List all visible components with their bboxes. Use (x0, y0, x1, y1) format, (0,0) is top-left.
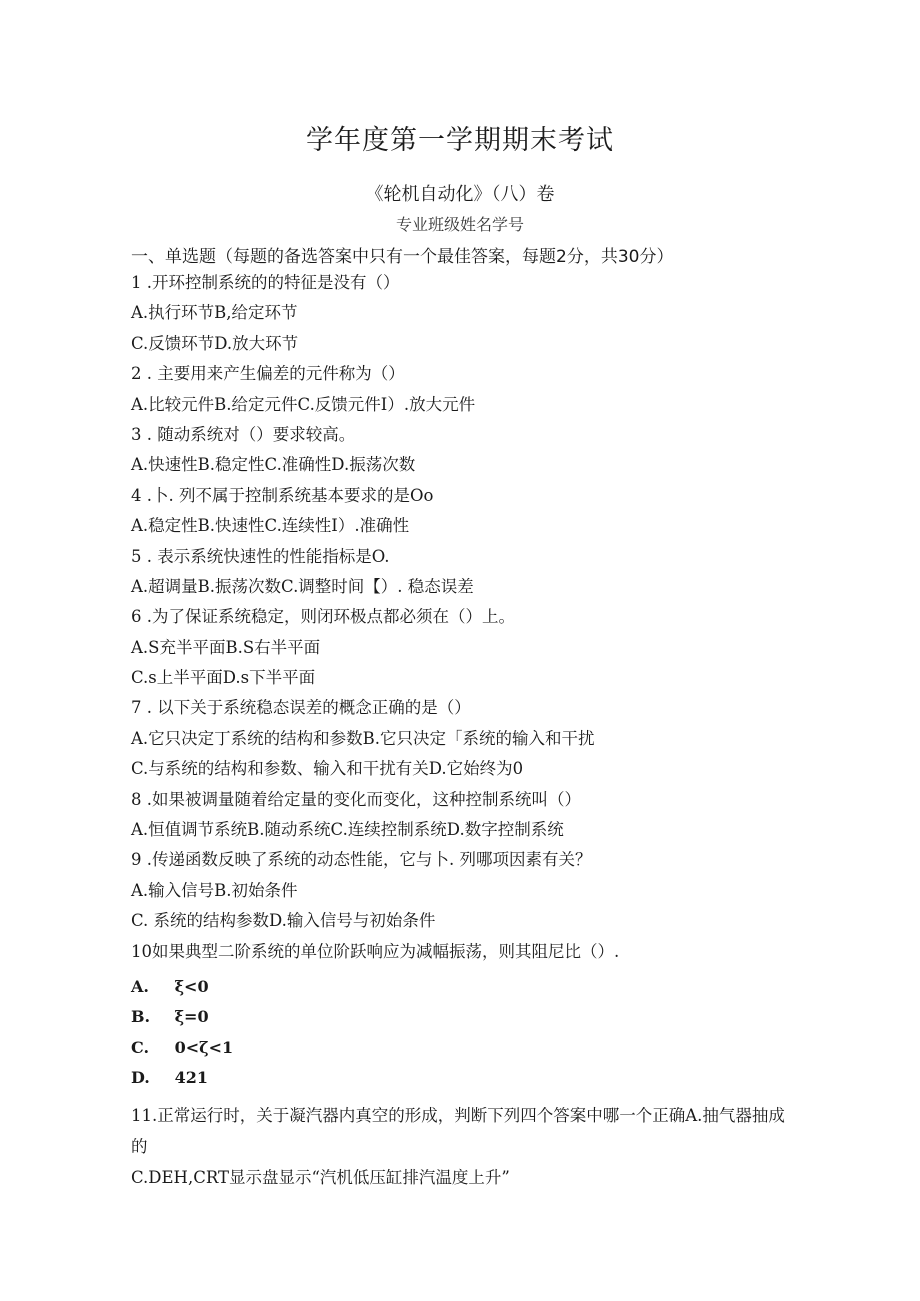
question-line: 10如果典型二阶系统的单位阶跃响应为减幅振荡，则其阻尼比（）. (131, 941, 620, 961)
answer-line: A.比较元件B.给定元件C.反馈元件I）.放大元件 (131, 394, 476, 414)
option-row (131, 972, 233, 1002)
question-line: 4 .卜. 列不属于控制系统基本要求的是Oo (131, 485, 434, 505)
question-11: 11.正常运行时，关于凝汽器内真空的形成，判断下列四个答案中哪一个正确A.抽气器抽成的 (131, 1106, 785, 1156)
option-letter: A. (131, 977, 149, 996)
answer-line: C. 系统的结构参数D.输入信号与初始条件 (131, 911, 436, 931)
question-line: 2 . 主要用来产生偏差的元件称为（） (131, 364, 405, 384)
answer-line: A.输入信号B.初始条件 (131, 880, 298, 900)
option-text: ξ=0 (174, 1007, 209, 1027)
answer-line: A.S充半平面B.S右半平面 (131, 637, 321, 657)
question-11-option-c: C.DEH,CRT显示盘显示“汽机低压缸排汽温度上升” (131, 1168, 510, 1187)
answer-line: A.超调量B.振荡次数C.调整时间【）. 稳态误差 (131, 576, 474, 596)
answer-line: A.快速性B.稳定性C.准确性D.振荡次数 (131, 455, 416, 475)
question-line: 3 . 随动系统对（）要求较高。 (131, 424, 356, 444)
exam-subtitle: 《轮机自动化》（八）卷 (365, 184, 555, 205)
question-line: 9 .传递函数反映了系统的动态性能，它与卜. 列哪项因素有关？ (131, 850, 592, 870)
student-info-line: 专业班级姓名学号 (395, 215, 524, 234)
answer-line: A.稳定性B.快速性C.连续性I）.准确性 (131, 516, 410, 536)
answer-line: A.恒值调节系统B.随动系统C.连续控制系统D.数字控制系统 (131, 820, 564, 840)
option-text: 421 (174, 1068, 208, 1088)
option-letter: D. (131, 1068, 150, 1088)
option-letter: C. (131, 1037, 150, 1057)
option-text: 0<ζ<1 (174, 1037, 234, 1057)
answer-line: A.它只决定丁系统的结构和参数B.它只决定「系统的输入和干扰 (131, 728, 595, 748)
answer-line: C.反馈环节D.放大环节 (131, 333, 299, 353)
question-line: 8 .如果被调量随着给定量的变化而变化，这种控制系统叫（） (131, 789, 581, 809)
option-row (131, 1063, 233, 1093)
question-line: 1 .开环控制系统的的特征是没有（） (131, 273, 400, 292)
question-line: 7 . 以下关于系统稳态误差的概念正确的是（） (131, 698, 471, 718)
question-line: 6 .为了保证系统稳定，则闭环极点都必须在（）上。 (131, 607, 515, 627)
option-letter: B. (131, 1007, 151, 1027)
answer-line: C.s上半平面D.s下半平面 (131, 668, 316, 688)
option-row (131, 1002, 233, 1032)
option-text: ξ<0 (174, 977, 209, 996)
exam-title: 学年度第一学期期末考试 (306, 125, 614, 156)
question-10-options (131, 972, 233, 1094)
option-row (131, 1033, 233, 1063)
section-heading: 一、单选题（每题的备选答案中只有一个最佳答案，每题2分，共30分） (131, 247, 674, 267)
question-line: 5 . 表示系统快速性的性能指标是O. (131, 546, 390, 566)
answer-line: A.执行环节B,给定环节 (131, 303, 298, 323)
question-list (131, 268, 791, 967)
answer-line: C.与系统的结构和参数、输入和干扰有关D.它始终为0 (131, 759, 524, 779)
